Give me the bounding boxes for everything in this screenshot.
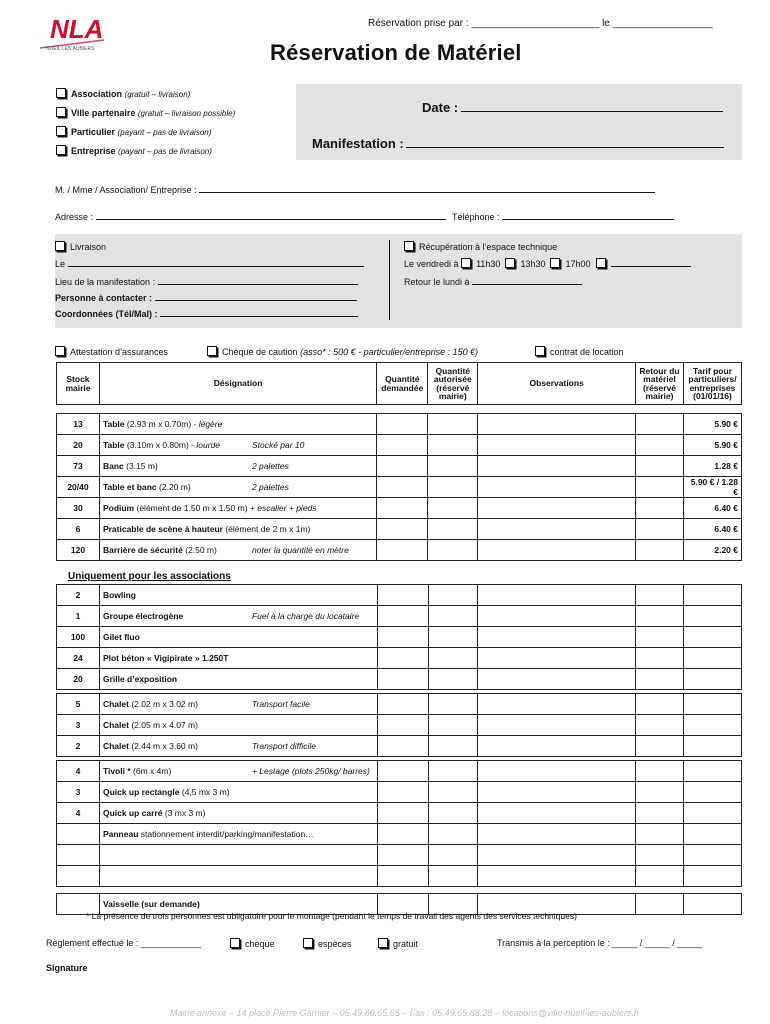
- observations-cell[interactable]: [478, 414, 636, 435]
- item-name: Barrière de sécurité: [102, 545, 183, 555]
- input-cell[interactable]: [478, 648, 636, 669]
- input-cell[interactable]: [478, 736, 636, 757]
- table-row[interactable]: [57, 477, 742, 498]
- input-cell[interactable]: [377, 715, 428, 736]
- input-cell[interactable]: [478, 606, 636, 627]
- observations-cell[interactable]: [478, 498, 636, 519]
- col-observations: Observations: [478, 363, 636, 405]
- input-cell[interactable]: [684, 669, 742, 690]
- signature-label: Signature: [46, 963, 88, 973]
- stock-cell: 5: [57, 694, 100, 715]
- item-note: 2 palettes: [251, 482, 289, 492]
- payment-especes[interactable]: espèces: [303, 938, 352, 949]
- checkbox-icon[interactable]: [505, 258, 515, 268]
- price-cell: 5.90 € / 1.28 €: [683, 477, 741, 498]
- table-row[interactable]: [57, 648, 742, 669]
- address-field[interactable]: Adresse :: [55, 212, 446, 222]
- item-dimensions: (3.10m x 0.80m) -: [126, 440, 194, 450]
- input-cell[interactable]: [428, 782, 478, 803]
- table-row[interactable]: [57, 606, 742, 627]
- table-row[interactable]: [57, 761, 742, 782]
- retour-cell[interactable]: [636, 414, 684, 435]
- input-cell[interactable]: [636, 627, 684, 648]
- stock-cell: 3: [57, 715, 100, 736]
- checkbox-icon[interactable]: [56, 126, 66, 136]
- item-name: Chalet: [102, 741, 129, 751]
- designation-cell: [99, 761, 377, 782]
- observations-cell[interactable]: [478, 477, 636, 498]
- transmis-field[interactable]: Transmis à la perception le : _____ / _____ / _____: [497, 938, 703, 948]
- table-row[interactable]: [57, 456, 742, 477]
- retour-cell[interactable]: [636, 477, 684, 498]
- recuperation-option[interactable]: Récupération à l’espace technique: [404, 241, 557, 252]
- stock-cell: 24: [57, 648, 100, 669]
- logo: [38, 10, 118, 65]
- qte-autorisee-cell[interactable]: [428, 414, 478, 435]
- checkbox-icon[interactable]: [56, 107, 66, 117]
- table-row[interactable]: [57, 585, 742, 606]
- col-tarif: Tarif pour particuliers/ entreprises (01/01/16): [683, 363, 741, 405]
- designation-cell: [99, 540, 376, 561]
- stock-cell: 2: [57, 585, 100, 606]
- checkbox-icon[interactable]: [461, 258, 471, 268]
- item-name: Tivoli *: [102, 766, 131, 776]
- input-cell[interactable]: [636, 648, 684, 669]
- contact-person-field[interactable]: Personne à contacter :: [55, 293, 357, 303]
- qte-autorisee-cell[interactable]: [428, 456, 478, 477]
- table-row[interactable]: [57, 736, 742, 757]
- input-cell[interactable]: [684, 627, 742, 648]
- manifestation-field[interactable]: Manifestation :: [312, 136, 724, 151]
- vendredi-times: Le vendredi à 11h30 13h30 17h00: [404, 258, 691, 269]
- table-row[interactable]: [57, 694, 742, 715]
- checkbox-icon[interactable]: [56, 88, 66, 98]
- payment-date-field[interactable]: Règlement effectué le : ____________: [46, 938, 201, 948]
- checkbox-icon[interactable]: [550, 258, 560, 268]
- table-row[interactable]: [57, 498, 742, 519]
- category-entreprise[interactable]: Entreprise (payant – pas de livraison): [56, 145, 212, 156]
- item-name: Podium: [102, 503, 135, 513]
- designation-cell: [99, 606, 377, 627]
- designation-cell: [99, 715, 377, 736]
- stock-cell: 20: [57, 435, 100, 456]
- item-dimensions: (2.02 m x 3.02 m): [131, 699, 198, 709]
- input-cell[interactable]: [684, 694, 742, 715]
- stock-cell: 4: [57, 761, 100, 782]
- stock-cell: 20/40: [57, 477, 100, 498]
- phone-field[interactable]: Téléphone :: [452, 212, 674, 222]
- retour-cell[interactable]: [636, 519, 684, 540]
- input-cell[interactable]: [377, 669, 428, 690]
- designation-cell: [99, 669, 377, 690]
- designation-cell: [99, 627, 377, 648]
- item-name: Banc: [102, 461, 124, 471]
- table-row[interactable]: [57, 627, 742, 648]
- item-name: Quick up carré: [102, 808, 163, 818]
- price-cell: 6.40 €: [683, 519, 741, 540]
- table-row[interactable]: [57, 414, 742, 435]
- table-row[interactable]: [57, 845, 742, 866]
- price-cell: 2.20 €: [683, 540, 741, 561]
- input-cell[interactable]: [428, 694, 478, 715]
- page-title: Réservation de Matériel: [270, 40, 522, 65]
- checkbox-icon[interactable]: [55, 241, 65, 251]
- designation-cell: [99, 456, 376, 477]
- item-note: Transport difficile: [251, 741, 317, 751]
- payment-cheque[interactable]: chèque: [230, 938, 275, 949]
- category-association[interactable]: Association (gratuit – livraison): [56, 88, 190, 99]
- input-cell[interactable]: [428, 606, 478, 627]
- designation-cell: [99, 414, 376, 435]
- livraison-date-field[interactable]: Le: [55, 259, 364, 269]
- payment-gratuit[interactable]: gratuit: [378, 938, 418, 949]
- price-cell: 6.40 €: [683, 498, 741, 519]
- cheque-caution-option[interactable]: Chèque de caution (asso* : 500 € - particulier/entreprise : 150 €): [207, 346, 478, 357]
- category-ville[interactable]: Ville partenaire (gratuit – livraison possible): [56, 107, 235, 118]
- item-note: + Lestage (plots 250kg/ barres): [251, 766, 370, 776]
- observations-cell[interactable]: [478, 519, 636, 540]
- designation-cell: [99, 824, 377, 845]
- checkbox-icon[interactable]: [55, 346, 65, 356]
- input-cell[interactable]: [636, 694, 684, 715]
- date-field[interactable]: Date :: [422, 100, 723, 115]
- designation-cell: [99, 435, 376, 456]
- item-name: Quick up rectangle: [102, 787, 180, 797]
- qte-demandee-cell[interactable]: [377, 540, 428, 561]
- checkbox-icon[interactable]: [303, 938, 313, 948]
- input-cell[interactable]: [377, 782, 428, 803]
- item-note: noter la quantité en mètre: [251, 545, 349, 555]
- input-cell[interactable]: [377, 606, 428, 627]
- qte-autorisee-cell[interactable]: [428, 435, 478, 456]
- input-cell[interactable]: [684, 648, 742, 669]
- stock-cell: 20: [57, 669, 100, 690]
- col-retour: Retour du matériel (réservé mairie): [636, 363, 684, 405]
- stock-cell: 3: [57, 782, 100, 803]
- svg-text:NLA: NLA: [50, 14, 104, 44]
- retour-cell[interactable]: [636, 456, 684, 477]
- input-cell[interactable]: [636, 669, 684, 690]
- input-cell[interactable]: [684, 585, 742, 606]
- contact-coords-field[interactable]: Coordonnées (Tél/Mal) :: [55, 309, 358, 319]
- item-dimensions: (2.93 m x 0.70m) -: [126, 419, 197, 429]
- table-row[interactable]: [57, 782, 742, 803]
- item-name: Chalet: [102, 699, 129, 709]
- col-designation: Désignation: [99, 363, 376, 405]
- item-name: Panneau: [102, 829, 139, 839]
- stock-cell: 30: [57, 498, 100, 519]
- table-row[interactable]: [57, 519, 742, 540]
- stock-cell: 1: [57, 606, 100, 627]
- input-cell[interactable]: [428, 627, 478, 648]
- designation-cell: [99, 736, 377, 757]
- item-dimensions: (2.05 m x 4.07 m): [131, 720, 198, 730]
- col-qte-demandee: Quantité demandée: [377, 363, 428, 405]
- retour-lundi-field[interactable]: Retour le lundi à: [404, 277, 582, 287]
- input-cell[interactable]: [684, 803, 742, 824]
- item-note: Fuel à la charge du locataire: [251, 611, 360, 621]
- table-row[interactable]: [57, 540, 742, 561]
- table-row[interactable]: [57, 435, 742, 456]
- checkbox-icon[interactable]: [404, 241, 414, 251]
- input-cell[interactable]: [377, 736, 428, 757]
- item-dimensions: (4,5 mx 3 m): [181, 787, 230, 797]
- table-row[interactable]: [57, 824, 742, 845]
- item-dimensions: (élément de 1.50 m x 1.50 m): [136, 503, 248, 513]
- input-cell[interactable]: [428, 715, 478, 736]
- stock-cell: 6: [57, 519, 100, 540]
- input-cell[interactable]: [478, 803, 636, 824]
- item-name: Table: [102, 440, 125, 450]
- input-cell[interactable]: [636, 585, 684, 606]
- input-cell[interactable]: [377, 627, 428, 648]
- item-name: Praticable de scène à hauteur: [102, 524, 223, 534]
- item-dimensions: (2.20 m): [159, 482, 191, 492]
- table-row[interactable]: [57, 866, 742, 887]
- item-extra: + escalier + pieds: [249, 503, 317, 513]
- stock-cell: 2: [57, 736, 100, 757]
- input-cell[interactable]: [428, 736, 478, 757]
- item-name: Table: [102, 419, 125, 429]
- item-note: Transport facile: [251, 699, 310, 709]
- contrat-option[interactable]: contrat de location: [535, 346, 624, 357]
- item-name: Plot béton « Vigipirate » 1.250T: [102, 653, 229, 663]
- input-cell[interactable]: [636, 606, 684, 627]
- footer-address: Mairie annexe – 14 place Pierre Garnier – 05.49.80.65.65 – Fax : 05.49.65.88.28 – locations@ville-nueil-les-aubiers.fr: [170, 1008, 640, 1018]
- price-cell: 5.90 €: [683, 435, 741, 456]
- designation-cell: [99, 498, 376, 519]
- stock-cell: 13: [57, 414, 100, 435]
- retour-cell[interactable]: [636, 540, 684, 561]
- item-dimensions: (2.44 m x 3.60 m): [131, 741, 198, 751]
- stock-cell: 120: [57, 540, 100, 561]
- qte-demandee-cell[interactable]: [377, 456, 428, 477]
- qte-autorisee-cell[interactable]: [428, 498, 478, 519]
- qte-demandee-cell[interactable]: [377, 519, 428, 540]
- input-cell[interactable]: [428, 761, 478, 782]
- svg-text:NUEIL LES AUBIERS: NUEIL LES AUBIERS: [46, 46, 95, 52]
- input-cell[interactable]: [478, 782, 636, 803]
- item-name: Table et banc: [102, 482, 157, 492]
- input-cell[interactable]: [636, 761, 684, 782]
- item-dimensions: (3 mx 3 m): [164, 808, 206, 818]
- retour-cell[interactable]: [636, 435, 684, 456]
- input-cell[interactable]: [428, 669, 478, 690]
- input-cell[interactable]: [478, 585, 636, 606]
- item-dimensions: stationnement interdit/parking/manifestation…: [140, 829, 314, 839]
- input-cell[interactable]: [636, 824, 684, 845]
- input-cell[interactable]: [377, 803, 428, 824]
- designation-cell: [99, 694, 377, 715]
- item-extra: lourde: [196, 440, 220, 450]
- col-stock: Stock mairie: [57, 363, 100, 405]
- checkbox-icon[interactable]: [378, 938, 388, 948]
- input-cell[interactable]: [684, 824, 742, 845]
- price-cell: 5.90 €: [683, 414, 741, 435]
- input-cell[interactable]: [478, 715, 636, 736]
- date-manifestation-box: [296, 84, 742, 160]
- stock-cell: 100: [57, 627, 100, 648]
- item-dimensions: (6m x 4m): [133, 766, 172, 776]
- designation-cell: [99, 519, 376, 540]
- input-cell[interactable]: [684, 736, 742, 757]
- input-cell[interactable]: [636, 782, 684, 803]
- item-note: Stocké par 10: [251, 440, 305, 450]
- main-equipment-table: [56, 362, 742, 561]
- item-name: Chalet: [102, 720, 129, 730]
- item-dimensions: (3.15 m): [126, 461, 158, 471]
- item-note: 2 palettes: [251, 461, 289, 471]
- input-cell[interactable]: [377, 694, 428, 715]
- retour-cell[interactable]: [636, 498, 684, 519]
- input-cell[interactable]: [377, 585, 428, 606]
- input-cell[interactable]: [428, 824, 478, 845]
- qte-demandee-cell[interactable]: [377, 477, 428, 498]
- input-cell[interactable]: [377, 761, 428, 782]
- input-cell[interactable]: [478, 694, 636, 715]
- item-name: Gilet fluo: [102, 632, 140, 642]
- qte-autorisee-cell[interactable]: [428, 519, 478, 540]
- attestation-option[interactable]: Attestation d’assurances: [55, 346, 168, 357]
- price-cell: 1.28 €: [683, 456, 741, 477]
- input-cell[interactable]: [636, 803, 684, 824]
- stock-cell: 73: [57, 456, 100, 477]
- input-cell[interactable]: [478, 669, 636, 690]
- designation-cell: [99, 782, 377, 803]
- qte-autorisee-cell[interactable]: [428, 477, 478, 498]
- checkbox-icon[interactable]: [230, 938, 240, 948]
- vaisselle-row[interactable]: Vaisselle (sur demande): [57, 894, 742, 915]
- input-cell[interactable]: [428, 803, 478, 824]
- input-cell[interactable]: [684, 782, 742, 803]
- qte-demandee-cell[interactable]: [377, 414, 428, 435]
- item-name: Grille d’exposition: [102, 674, 178, 684]
- divider: [389, 240, 390, 320]
- footnote: * La présence de trois personnes est obligatoire pour le montage (pendant le temps de travail des agents des services techniques): [86, 911, 577, 921]
- input-cell[interactable]: [478, 761, 636, 782]
- input-cell[interactable]: [428, 648, 478, 669]
- input-cell[interactable]: [377, 824, 428, 845]
- table-row[interactable]: [57, 715, 742, 736]
- input-cell[interactable]: [478, 824, 636, 845]
- designation-cell: [99, 803, 377, 824]
- table-row[interactable]: [57, 669, 742, 690]
- livraison-option[interactable]: Livraison: [55, 241, 106, 252]
- item-name: Bowling: [102, 590, 137, 600]
- input-cell[interactable]: [478, 627, 636, 648]
- input-cell[interactable]: [428, 585, 478, 606]
- assoc-table: [56, 584, 742, 915]
- designation-cell: [99, 477, 376, 498]
- item-dimensions: (2.50 m): [185, 545, 217, 555]
- assoc-section-title: Uniquement pour les associations: [68, 571, 231, 582]
- observations-cell[interactable]: [478, 540, 636, 561]
- item-extra: légère: [198, 419, 223, 429]
- input-cell[interactable]: [636, 715, 684, 736]
- designation-cell: [99, 648, 377, 669]
- qte-demandee-cell[interactable]: [377, 498, 428, 519]
- input-cell[interactable]: [636, 736, 684, 757]
- qte-autorisee-cell[interactable]: [428, 540, 478, 561]
- checkbox-icon[interactable]: [596, 258, 606, 268]
- checkbox-icon[interactable]: [56, 145, 66, 155]
- item-dimensions: (élément de 2 m x 1m): [225, 524, 311, 534]
- lieu-field[interactable]: Lieu de la manifestation :: [55, 277, 358, 287]
- checkbox-icon[interactable]: [207, 346, 217, 356]
- stock-cell: 4: [57, 803, 100, 824]
- stock-cell: [57, 824, 100, 845]
- table-row[interactable]: [57, 803, 742, 824]
- observations-cell[interactable]: [478, 456, 636, 477]
- designation-cell: [99, 585, 377, 606]
- input-cell[interactable]: [377, 648, 428, 669]
- category-particulier[interactable]: Particulier (payant – pas de livraison): [56, 126, 211, 137]
- qte-demandee-cell[interactable]: [377, 435, 428, 456]
- input-cell[interactable]: [684, 606, 742, 627]
- checkbox-icon[interactable]: [535, 346, 545, 356]
- input-cell[interactable]: [684, 761, 742, 782]
- reservation-taken-by[interactable]: Réservation prise par : _______________________ le __________________: [368, 18, 713, 29]
- item-name: Groupe électrogène: [102, 611, 184, 621]
- requester-name-field[interactable]: M. / Mme / Association/ Entreprise :: [55, 185, 655, 195]
- input-cell[interactable]: [684, 715, 742, 736]
- col-qte-autorisee: Quantité autorisée (réservé mairie): [428, 363, 478, 405]
- observations-cell[interactable]: [478, 435, 636, 456]
